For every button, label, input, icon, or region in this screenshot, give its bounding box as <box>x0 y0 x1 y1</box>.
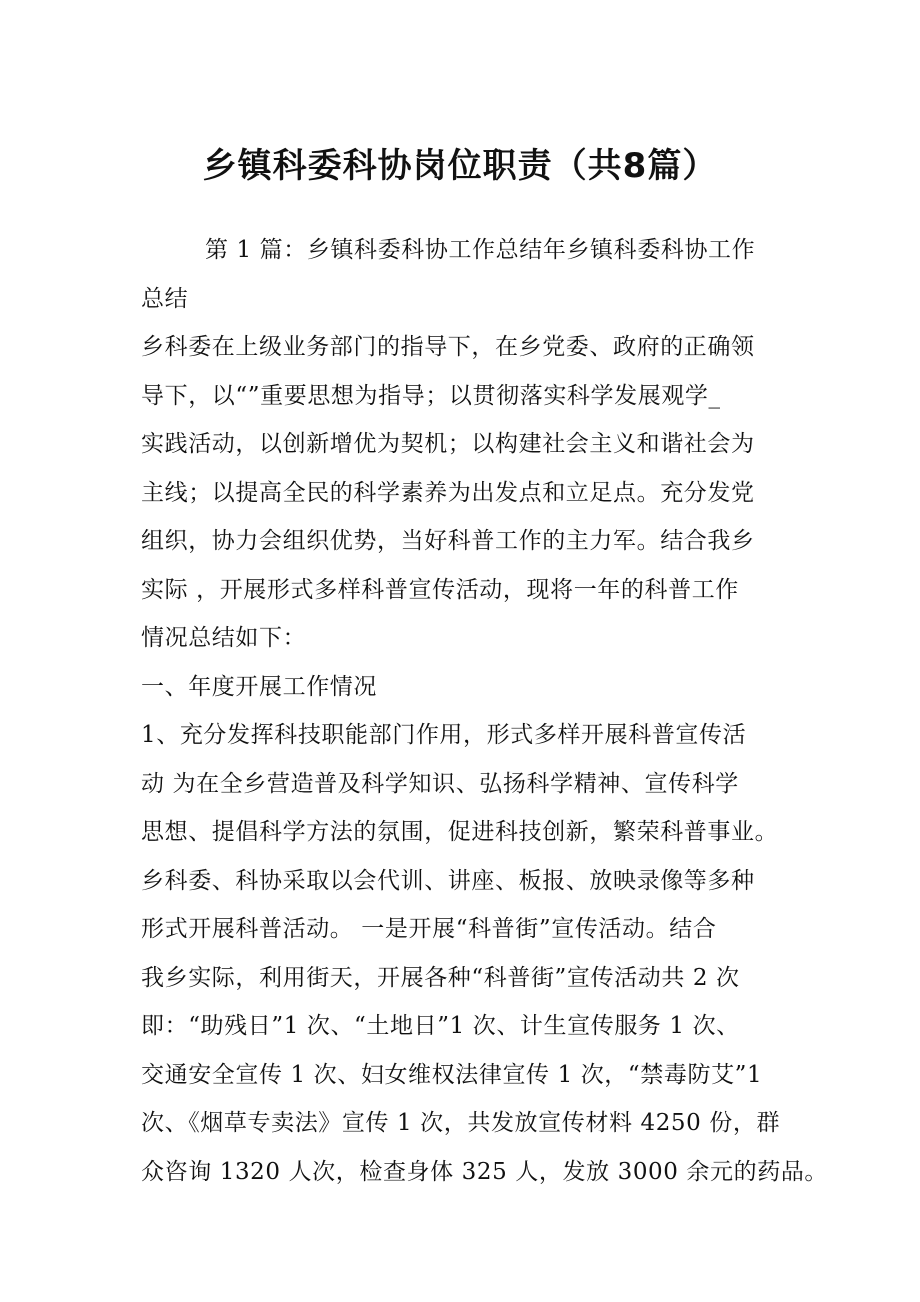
paragraph-line: 思想、提倡科学方法的氛围，促进科技创新，繁荣科普事业。 <box>141 819 779 845</box>
document-body <box>141 226 829 1196</box>
paragraph-line: 众咨询 1320 人次，检查身体 325 人，发放 3000 余元的药品。 <box>141 1158 829 1185</box>
paragraph-line: 交通安全宣传 1 次、妇女维权法律宣传 1 次，“禁毒防艾”1 <box>141 1061 763 1088</box>
paragraph-line: 1、充分发挥科技职能部门作用，形式多样开展科普宣传活 <box>141 722 747 748</box>
subheading-line: 一、年度开展工作情况 <box>141 673 377 700</box>
paragraph-line: 动 为在全乡营造普及科学知识、弘扬科学精神、宣传科学 <box>141 770 739 797</box>
paragraph-line: 乡科委、科协采取以会代训、讲座、板报、放映录像等多种 <box>141 867 755 894</box>
paragraph-line: 导下，以“”重要思想为指导；以贯彻落实科学发展观学_ <box>141 382 721 409</box>
paragraph-line: 实践活动，以创新增优为契机；以构建社会主义和谐社会为 <box>141 431 755 457</box>
paragraph-line: 实际 ，开展形式多样科普宣传活动，现将一年的科普工作 <box>141 576 739 603</box>
paragraph-line: 情况总结如下： <box>141 625 307 651</box>
paragraph-line: 组织，协力会组织优势，当好科普工作的主力军。结合我乡 <box>141 528 755 554</box>
paragraph-line: 我乡实际，利用街天，开展各种“科普街”宣传活动共 2 次 <box>141 964 740 991</box>
document-title: 乡镇科委科协岗位职责（共8篇） <box>202 146 718 186</box>
paragraph-line: 次、《烟草专卖法》宣传 1 次，共发放宣传材料 4250 份，群 <box>141 1110 781 1136</box>
paragraph-line: 即：“助残日”1 次、“土地日”1 次、计生宣传服务 1 次、 <box>141 1013 740 1039</box>
paragraph-line: 主线；以提高全民的科学素养为出发点和立足点。充分发党 <box>141 479 755 506</box>
paragraph-line: 形式开展科普活动。 一是开展“科普街”宣传活动。结合 <box>141 916 717 942</box>
section-heading-line: 总结 <box>141 285 189 312</box>
paragraph-line: 乡科委在上级业务部门的指导下，在乡党委、政府的正确领 <box>141 334 755 360</box>
section-heading-line: 第 1 篇：乡镇科委科协工作总结年乡镇科委科协工作 <box>205 237 756 263</box>
